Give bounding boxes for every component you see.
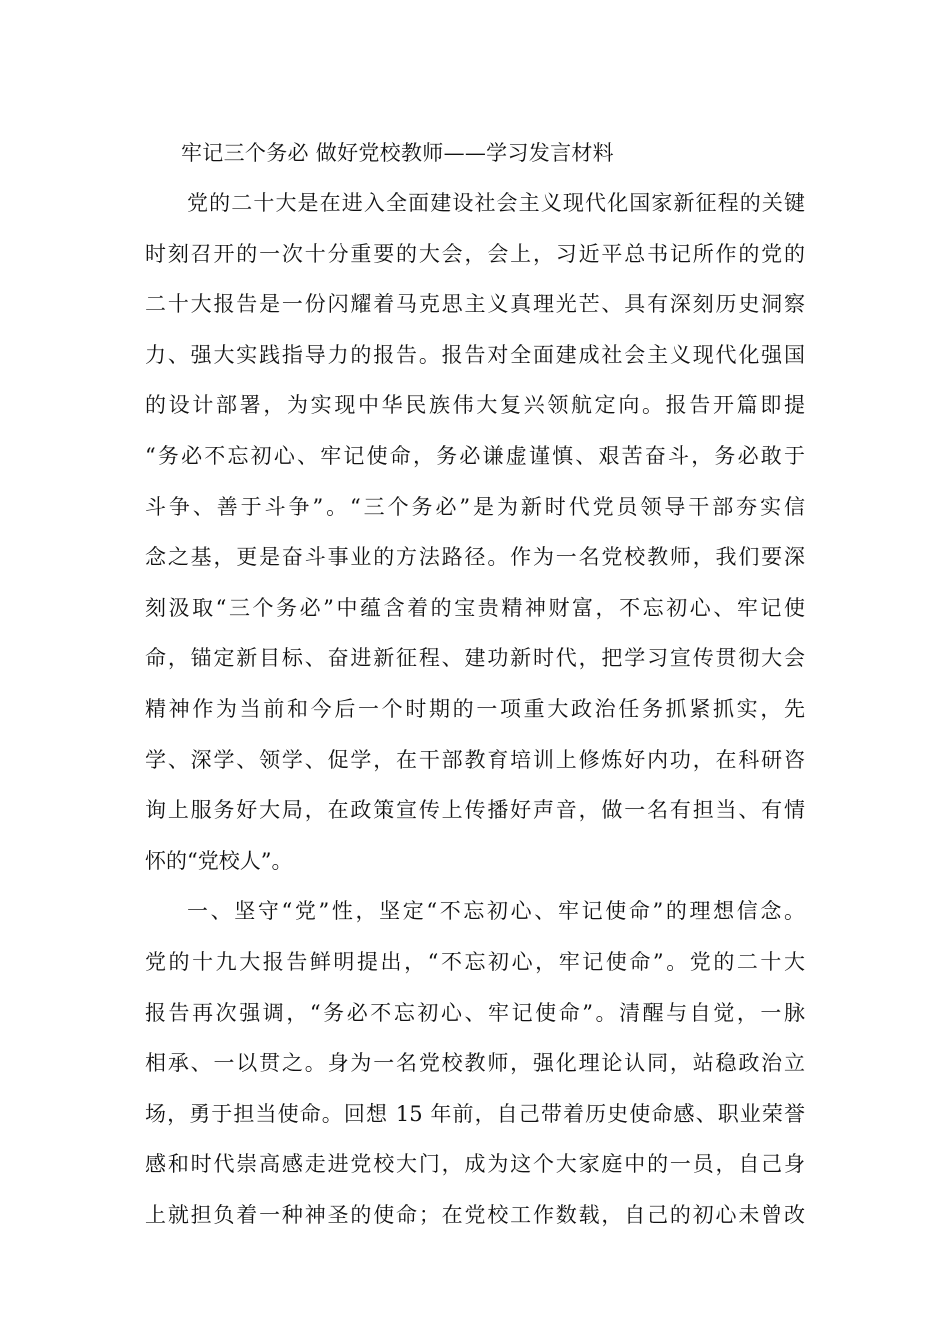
paragraph-line: 念之基，更是奋斗事业的方法路径。作为一名党校教师，我们要深 xyxy=(145,545,805,570)
paragraph-line: 感和时代崇高感走进党校大门，成为这个大家庭中的一员，自己身 xyxy=(145,1152,805,1177)
paragraph-line: 询上服务好大局，在政策宣传上传播好声音，做一名有担当、有情 xyxy=(145,798,805,823)
paragraph-1 xyxy=(145,178,805,886)
paragraph-2 xyxy=(145,886,805,1240)
paragraph-line: 力、强大实践指导力的报告。报告对全面建成社会主义现代化强国 xyxy=(145,342,805,367)
document-title: 牢记三个务必 做好党校教师——学习发言材料 xyxy=(181,141,614,165)
paragraph-line: 精神作为当前和今后一个时期的一项重大政治任务抓紧抓实，先 xyxy=(145,696,805,721)
paragraph-line: 学、深学、领学、促学，在干部教育培训上修炼好内功，在科研咨 xyxy=(145,747,805,772)
paragraph-line: 时刻召开的一次十分重要的大会，会上，习近平总书记所作的党的 xyxy=(145,241,805,266)
paragraph-line: “务必不忘初心、牢记使命，务必谦虚谨慎、艰苦奋斗，务必敢于 xyxy=(145,443,805,468)
paragraph-line: 一、坚守“党”性，坚定“不忘初心、牢记使命”的理想信念。 xyxy=(187,899,805,924)
paragraph-line: 的设计部署，为实现中华民族伟大复兴领航定向。报告开篇即提 xyxy=(145,393,805,418)
paragraph-line: 相承、一以贯之。身为一名党校教师，强化理论认同，站稳政治立 xyxy=(145,1051,805,1076)
paragraph-line: 党的二十大是在进入全面建设社会主义现代化国家新征程的关键 xyxy=(187,191,805,215)
paragraph-line: 场，勇于担当使命。回想 15 年前，自己带着历史使命感、职业荣誉 xyxy=(145,1101,805,1126)
document-body xyxy=(145,128,805,1240)
paragraph-line: 怀的“党校人”。 xyxy=(145,848,293,873)
paragraph-line: 二十大报告是一份闪耀着马克思主义真理光芒、具有深刻历史洞察 xyxy=(145,292,805,317)
paragraph-line: 命，锚定新目标、奋进新征程、建功新时代，把学习宣传贯彻大会 xyxy=(145,646,805,671)
paragraph-line: 刻汲取“三个务必”中蕴含着的宝贵精神财富，不忘初心、牢记使 xyxy=(145,595,805,620)
paragraph-line: 党的十九大报告鲜明提出，“不忘初心，牢记使命”。党的二十大 xyxy=(145,949,805,974)
paragraph-line: 上就担负着一种神圣的使命；在党校工作数载，自己的初心未曾改 xyxy=(145,1202,805,1227)
paragraph-line: 斗争、善于斗争”。“三个务必”是为新时代党员领导干部夯实信 xyxy=(145,494,805,519)
paragraph-line: 报告再次强调，“务必不忘初心、牢记使命”。清醒与自觉，一脉 xyxy=(145,1000,805,1025)
